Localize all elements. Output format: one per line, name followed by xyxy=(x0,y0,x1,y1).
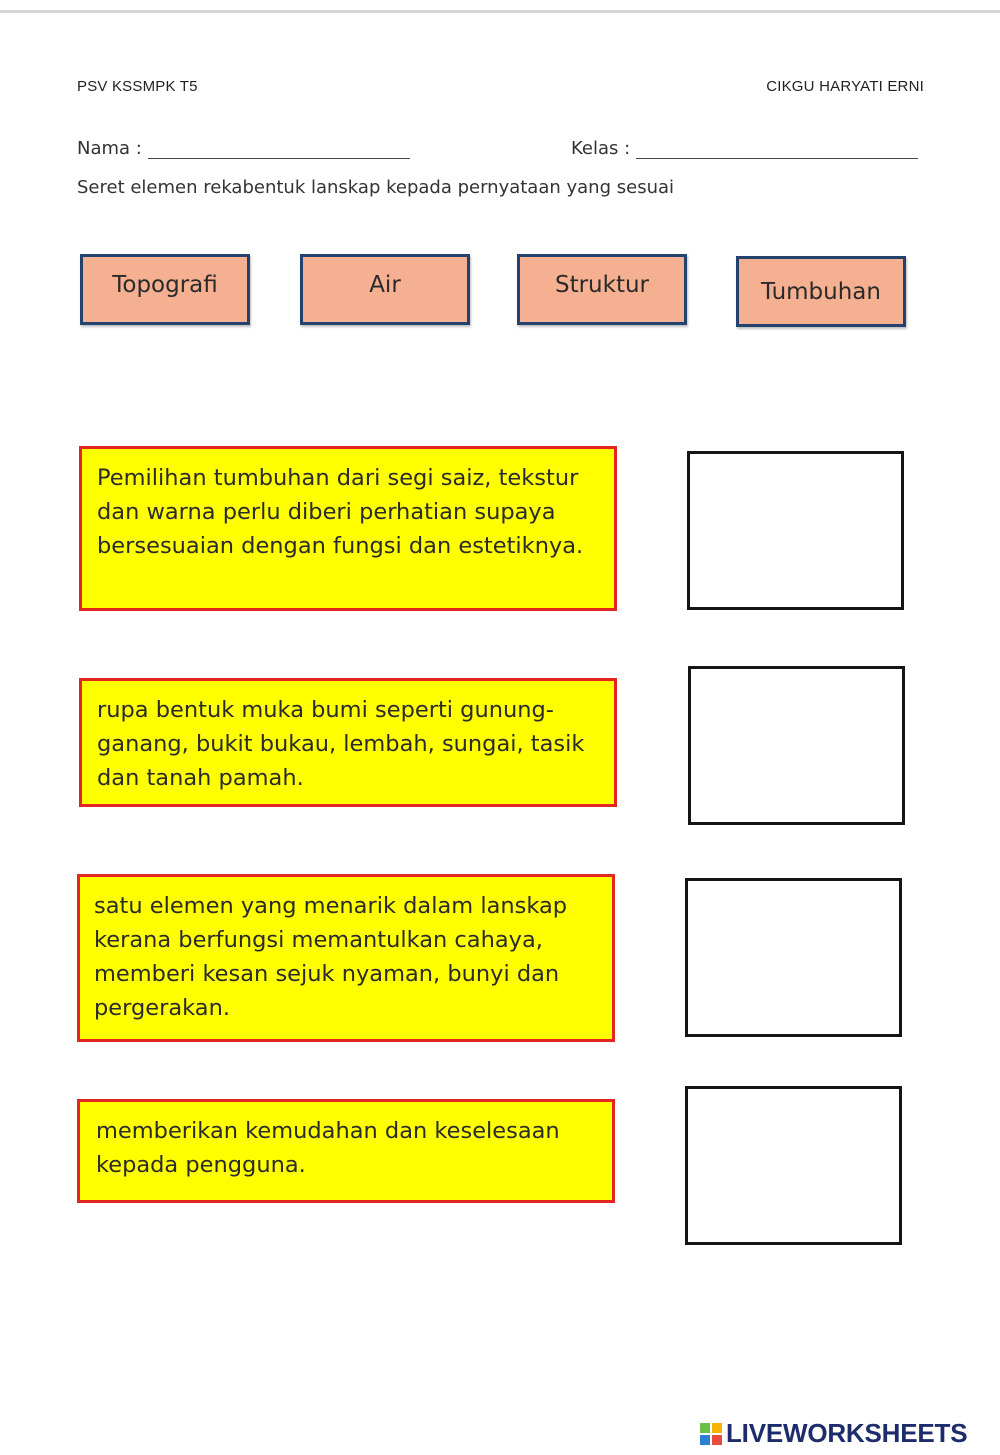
drag-card-topografi[interactable] xyxy=(80,254,250,325)
liveworksheets-brand[interactable] xyxy=(700,1418,967,1449)
drag-card-tumbuhan[interactable] xyxy=(736,256,906,327)
name-label: Nama : xyxy=(77,138,142,159)
liveworksheets-logo-icon xyxy=(700,1423,722,1445)
class-underline[interactable] xyxy=(636,142,918,159)
name-field[interactable] xyxy=(77,138,410,159)
drop-zone-4[interactable] xyxy=(685,1086,902,1245)
header-teacher: CIKGU HARYATI ERNI xyxy=(766,78,924,95)
statement-3: satu elemen yang menarik dalam lanskap kerana berfungsi memantulkan cahaya, memberi kesan sejuk nyaman, bunyi dan pergerakan. xyxy=(77,874,615,1042)
name-underline[interactable] xyxy=(148,142,410,159)
drop-zone-3[interactable] xyxy=(685,878,902,1037)
brand-text: LIVEWORKSHEETS xyxy=(726,1418,968,1448)
drag-card-struktur[interactable] xyxy=(517,254,687,325)
statement-2: rupa bentuk muka bumi seperti gunung-ganang, bukit bukau, lembah, sungai, tasik dan tanah pamah. xyxy=(79,678,617,807)
statement-1: Pemilihan tumbuhan dari segi saiz, tekstur dan warna perlu diberi perhatian supaya bersesuaian dengan fungsi dan estetiknya. xyxy=(79,446,617,611)
class-field[interactable] xyxy=(571,138,918,159)
drag-card-air[interactable] xyxy=(300,254,470,325)
instruction-text: Seret elemen rekabentuk lanskap kepada pernyataan yang sesuai xyxy=(77,177,675,198)
drop-zone-2[interactable] xyxy=(688,666,905,825)
drop-zone-1[interactable] xyxy=(687,451,904,610)
header-subject: PSV KSSMPK T5 xyxy=(77,78,198,95)
drag-card-label: Struktur xyxy=(554,271,650,298)
top-divider xyxy=(0,10,1000,13)
drag-card-label: Air xyxy=(369,271,401,298)
class-label: Kelas : xyxy=(571,138,631,159)
drag-card-label: Topografi xyxy=(112,271,218,298)
drag-card-label: Tumbuhan xyxy=(761,278,881,305)
statement-4: memberikan kemudahan dan keselesaan kepada pengguna. xyxy=(77,1099,615,1203)
